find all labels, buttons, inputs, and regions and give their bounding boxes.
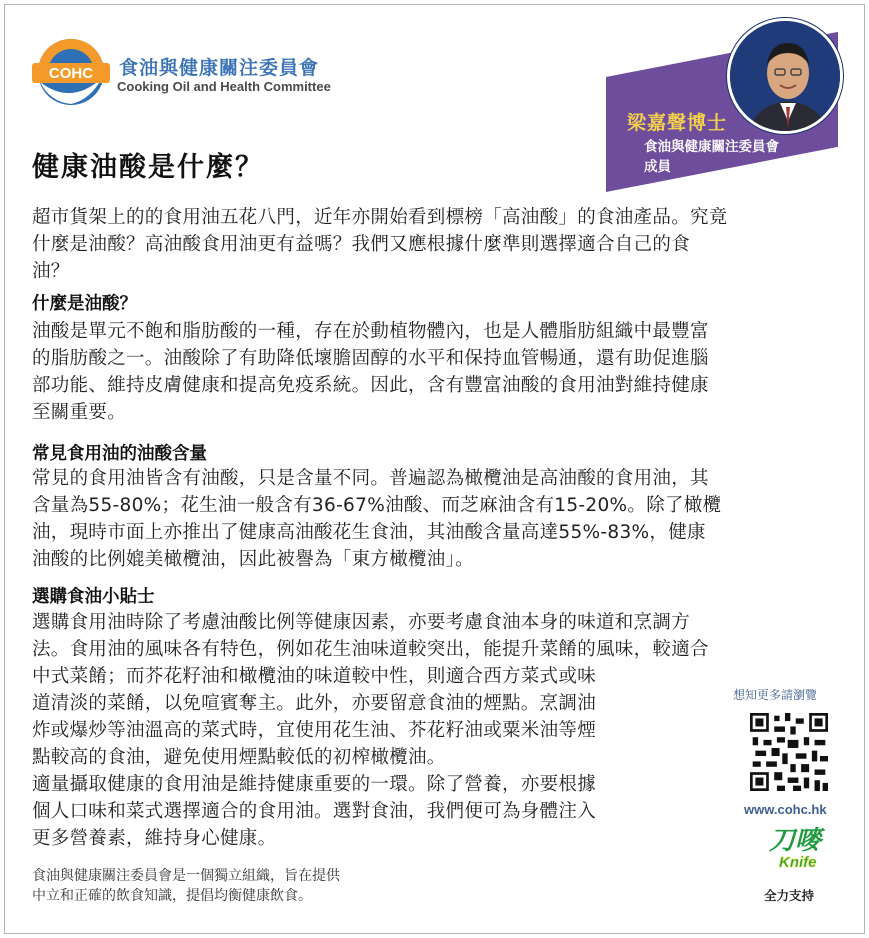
section-body-content: 常見的食用油皆含有油酸，只是含量不同。普遍認為橄欖油是高油酸的食用油，其 含量為55-80%；花生油一般含有36-67%油酸、而芝麻油含有15-20%。除了橄欖 油，現時市面上亦推出了健康高油酸花生食油，其油酸含量高達55%-83%，健康 油酸的比例媲美橄欖油，因此被譽為「東方橄欖油」。 — [32, 468, 722, 570]
qr-code-icon[interactable] — [750, 713, 828, 791]
author-name: 梁嘉聲博士 — [627, 112, 728, 134]
intro-paragraph: 超市貨架上的的食用油五花八門，近年亦開始看到標榜「高油酸」的食油產品。究竟 什麼是油酸？高油酸食用油更有益嗎？我們又應根據什麼準則選擇適合自己的食 油？ — [32, 207, 728, 282]
section-body-oleic: 油酸是單元不飽和脂肪酸的一種，存在於動植物體內，也是人體脂肪組織中最豐富 的脂肪酸之一。油酸除了有助降低壞膽固醇的水平和保持血管暢通，還有助促進腦 部功能、維持皮膚健康和提高免疫系統。因此，含有豐富油酸的食用油對維持健康 至關重要。 — [32, 321, 709, 423]
section-heading-oleic: 什麼是油酸？ — [32, 294, 137, 314]
author-role: 食油與健康關注委員會 成員 — [644, 139, 779, 175]
sponsor-support-label: 全力支持 — [764, 888, 815, 903]
closing-paragraph: 適量攝取健康的食用油是維持健康重要的一環。除了營養，亦要根據 個人口味和菜式選擇適合的食用油。選對食油，我們便可為身體注入 更多營養素，維持身心健康。 — [32, 774, 597, 849]
section-heading-content: 常見食用油的油酸含量 — [32, 444, 207, 464]
committee-name-english: Cooking Oil and Health Committee — [117, 79, 331, 94]
website-link[interactable]: www.cohc.hk — [744, 802, 827, 817]
knife-brand-logo-icon — [765, 823, 831, 871]
author-portrait — [727, 18, 843, 134]
more-info-note: 想知更多請瀏覽 — [733, 688, 818, 702]
svg-text:COHC: COHC — [48, 65, 94, 82]
footer-disclaimer: 食油與健康關注委員會是一個獨立組織，旨在提供 中立和正確的飲食知識，提倡均衡健康飲食。 — [32, 868, 340, 904]
section-body-tips: 選購食用油時除了考慮油酸比例等健康因素，亦要考慮食油本身的味道和烹調方 法。食用油的風味各有特色，例如花生油味道較突出，能提升菜餚的風味，較適合 中式菜餚；而芥花籽油和橄欖油的味道較中性，則適合西方菜式或味 道清淡的菜餚，以免喧賓奪主。此外，亦要留意食油的煙點。烹調油 炸或爆炒等油溫高的菜式時，宜使用花生油、芥花籽油或粟米油等煙 點較高的食油，避免使用煙點較低的初榨橄欖油。 — [32, 612, 709, 768]
section-heading-tips: 選購食油小貼士 — [32, 587, 155, 607]
committee-name-chinese: 食油與健康關注委員會 — [119, 57, 320, 79]
svg-text:Knife: Knife — [779, 854, 817, 871]
cohc-logo-icon — [30, 34, 112, 110]
svg-text:刀嘜: 刀嘜 — [769, 826, 822, 856]
article-title: 健康油酸是什麼？ — [32, 152, 264, 183]
